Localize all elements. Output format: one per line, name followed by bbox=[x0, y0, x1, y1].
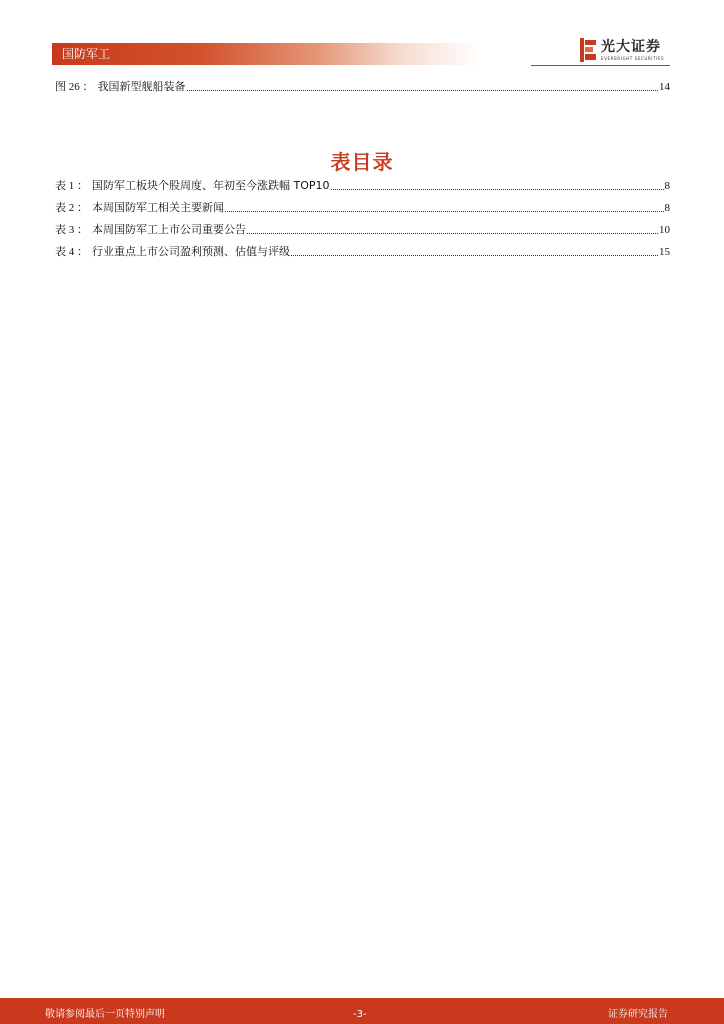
table-list-title: 表目录 bbox=[330, 150, 394, 174]
table-list-entry[interactable] bbox=[55, 243, 670, 259]
logo-mark-icon bbox=[580, 38, 596, 62]
dot-leader bbox=[331, 188, 664, 190]
footer-page-number: -3- bbox=[353, 1009, 367, 1020]
entry-label: 表 2 ： bbox=[55, 202, 88, 214]
logo-english-name: EVERBRIGHT SECURITIES bbox=[601, 56, 665, 61]
entry-label: 图 26 ： bbox=[55, 81, 94, 93]
entry-page-number: 15 bbox=[659, 246, 670, 258]
entry-page-number: 10 bbox=[659, 224, 670, 236]
entry-label: 表 1 ： bbox=[55, 180, 88, 192]
dot-leader bbox=[291, 254, 658, 256]
table-list-entry[interactable] bbox=[55, 199, 670, 215]
entry-title: 我国新型舰船装备 bbox=[97, 80, 186, 93]
footer-disclaimer: 敬请参阅最后一页特别声明 bbox=[45, 1009, 165, 1020]
entry-page-number: 8 bbox=[664, 180, 670, 192]
entry-title: 本周国防军工上市公司重要公告 bbox=[92, 223, 246, 236]
table-list-entry[interactable] bbox=[55, 221, 670, 237]
dot-leader bbox=[247, 232, 658, 234]
dot-leader bbox=[225, 210, 664, 212]
section-label: 国防军工 bbox=[62, 47, 111, 61]
header-divider bbox=[531, 65, 670, 66]
company-logo bbox=[580, 38, 672, 64]
entry-title: 本周国防军工相关主要新闻 bbox=[92, 201, 224, 214]
footer-report-type: 证券研究报告 bbox=[608, 1009, 668, 1020]
logo-name: 光大证券 bbox=[601, 39, 661, 55]
figure-list-entry[interactable] bbox=[55, 78, 670, 94]
entry-label: 表 4 ： bbox=[55, 246, 88, 258]
entry-page-number: 14 bbox=[659, 81, 670, 93]
entry-title: 行业重点上市公司盈利预测、估值与评级 bbox=[92, 245, 290, 258]
entry-label: 表 3 ： bbox=[55, 224, 88, 236]
dot-leader bbox=[187, 89, 659, 91]
table-list-entry[interactable] bbox=[55, 177, 670, 193]
entry-title: 国防军工板块个股周度、年初至今涨跌幅 TOP10 bbox=[92, 179, 330, 192]
entry-page-number: 8 bbox=[664, 202, 670, 214]
section-header-band bbox=[52, 43, 480, 65]
